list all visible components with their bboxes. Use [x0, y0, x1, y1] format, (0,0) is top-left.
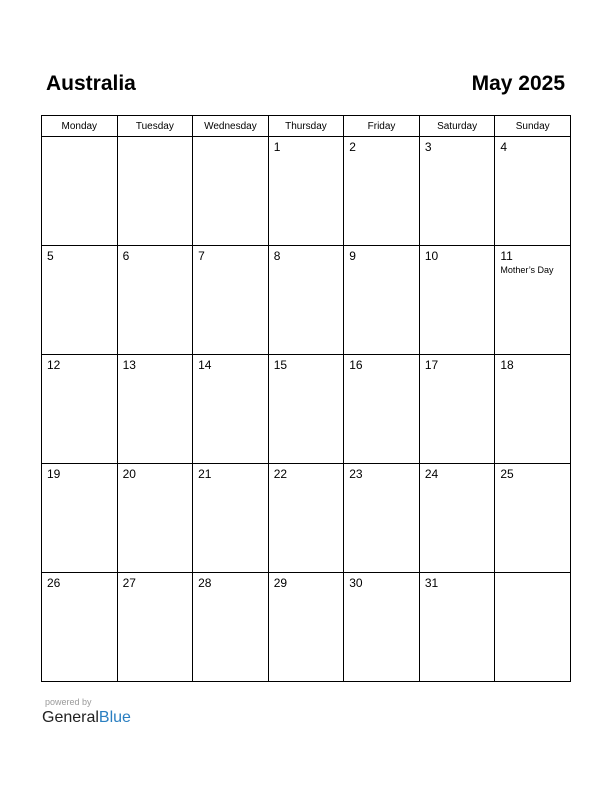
day-number: 21 — [198, 467, 212, 481]
day-cell — [193, 355, 269, 464]
weekday-header: Friday — [344, 116, 420, 137]
day-number: 16 — [349, 358, 363, 372]
week-row — [42, 246, 571, 355]
day-number: 17 — [424, 358, 439, 372]
day-number: 14 — [198, 358, 212, 372]
month-year-title: May 2025 — [471, 72, 565, 95]
day-number: 30 — [349, 576, 363, 590]
day-cell — [193, 573, 269, 682]
day-number: 7 — [198, 249, 205, 263]
weekday-header: Sunday — [495, 116, 571, 137]
day-cell — [117, 355, 193, 464]
day-number: 18 — [500, 358, 514, 372]
day-cell — [419, 137, 495, 246]
day-cell — [268, 137, 344, 246]
calendar-grid — [41, 115, 571, 682]
day-cell — [268, 355, 344, 464]
day-cell — [344, 355, 420, 464]
week-row — [42, 137, 571, 246]
day-number: 31 — [424, 576, 439, 590]
day-number: 24 — [424, 467, 439, 481]
day-number: 28 — [198, 576, 212, 590]
day-cell — [495, 464, 571, 573]
day-cell — [344, 573, 420, 682]
day-cell — [117, 573, 193, 682]
day-cell — [419, 573, 495, 682]
day-cell — [42, 137, 118, 246]
brand-general-text: General — [42, 709, 99, 726]
day-cell — [42, 355, 118, 464]
day-cell — [419, 355, 495, 464]
weekday-header-row — [42, 116, 571, 137]
generalblue-logo[interactable] — [42, 708, 131, 728]
day-number: 11 — [500, 249, 513, 263]
day-cell — [268, 464, 344, 573]
day-cell — [42, 246, 118, 355]
holiday-label: Mother’s Day — [500, 265, 554, 275]
day-cell — [193, 137, 269, 246]
weekday-header: Wednesday — [193, 116, 269, 137]
day-cell — [193, 464, 269, 573]
day-number: 25 — [500, 467, 514, 481]
weekday-header: Monday — [42, 116, 118, 137]
weekday-header: Tuesday — [117, 116, 193, 137]
day-number: 1 — [273, 140, 281, 154]
day-number: 2 — [349, 140, 356, 154]
day-number: 20 — [122, 467, 136, 481]
day-number: 27 — [122, 576, 136, 590]
day-cell — [117, 137, 193, 246]
day-cell — [117, 246, 193, 355]
weekday-header: Thursday — [268, 116, 344, 137]
day-number: 6 — [122, 249, 130, 263]
day-cell — [268, 573, 344, 682]
day-cell — [344, 464, 420, 573]
brand-blue-text: Blue — [98, 709, 131, 726]
day-cell — [268, 246, 344, 355]
day-number: 22 — [273, 467, 288, 481]
day-number: 29 — [273, 576, 288, 590]
day-number: 26 — [47, 576, 61, 590]
day-number: 10 — [424, 249, 439, 263]
day-cell — [419, 464, 495, 573]
day-number: 9 — [349, 249, 356, 263]
day-number: 15 — [273, 358, 288, 372]
day-cell — [42, 573, 118, 682]
week-row — [42, 355, 571, 464]
day-cell — [344, 246, 420, 355]
day-number: 23 — [349, 467, 363, 481]
day-number: 13 — [122, 358, 136, 372]
day-cell — [344, 137, 420, 246]
day-cell — [495, 137, 571, 246]
week-row — [42, 573, 571, 682]
day-number: 12 — [47, 358, 61, 372]
day-cell — [117, 464, 193, 573]
day-number: 19 — [47, 467, 61, 481]
country-title: Australia — [46, 72, 136, 95]
day-number: 4 — [500, 140, 508, 154]
day-cell — [495, 246, 571, 355]
day-cell — [193, 246, 269, 355]
day-number: 8 — [273, 249, 281, 263]
week-row — [42, 464, 571, 573]
powered-by-label: powered by — [45, 697, 92, 707]
day-number: 3 — [424, 140, 432, 154]
day-number: 5 — [47, 249, 54, 263]
day-cell — [495, 573, 571, 682]
day-cell — [42, 464, 118, 573]
day-cell — [495, 355, 571, 464]
day-cell — [419, 246, 495, 355]
weekday-header: Saturday — [419, 116, 495, 137]
